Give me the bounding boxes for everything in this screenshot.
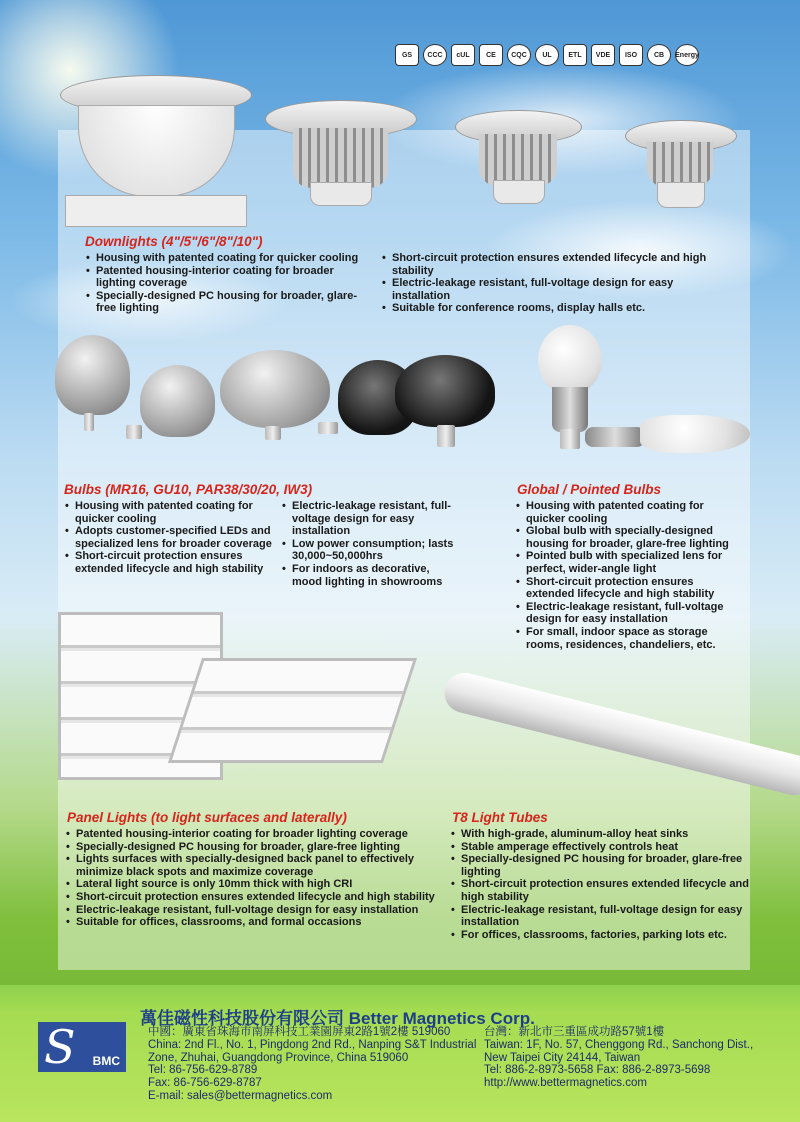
list-item: • Short-circuit protection ensures extended lifecycle and high stability (63, 550, 283, 575)
china-address-line: China: 2nd Fl., No. 1, Pingdong 2nd Rd., Nanping S&T Industrial (148, 1038, 477, 1051)
list-item: • Adopts customer-specified LEDs and specialized lens for broader coverage (63, 525, 283, 550)
list-item: • Low power consumption; lasts 30,000~50,000hrs (280, 538, 460, 563)
list-item: • Short-circuit protection ensures extended lifecycle and high stability (449, 878, 749, 903)
list-item: • With high-grade, aluminum-alloy heat sinks (449, 828, 749, 841)
bulbs-list-left (63, 500, 283, 576)
downlight-large-image (60, 75, 260, 225)
iso-mark-icon: ISO (619, 44, 643, 66)
downlight-mini-image (625, 120, 740, 215)
panel-lights-title: Panel Lights (to light surfaces and laterally) (67, 810, 347, 825)
bulbs-title: Bulbs (MR16, GU10, PAR38/30/20, IW3) (64, 482, 313, 497)
list-item: • Housing with patented coating for quicker cooling (514, 500, 744, 525)
logo-text: BMC (92, 1054, 120, 1068)
cul-mark-icon: cUL (451, 44, 475, 66)
list-item: • Electric-leakage resistant, full-voltage design for easy installation (514, 601, 744, 626)
list-item: • Specially-designed PC housing for broader, glare-free lighting (84, 290, 374, 315)
taiwan-address-line: Taiwan: 1F, No. 57, Chenggong Rd., Sanchong Dist., (484, 1038, 754, 1051)
ce-mark-icon: CE (479, 44, 503, 66)
energy-mark-icon: Energy (675, 44, 699, 66)
list-item: • For small, indoor space as storage rooms, residences, chandeliers, etc. (514, 626, 744, 651)
ccc-mark-icon: CCC (423, 44, 447, 66)
list-item: • Electric-leakage resistant, full-voltage design for easy installation (449, 904, 749, 929)
global-bulbs-list (514, 500, 744, 651)
pointed-bulb-image (585, 405, 765, 455)
vde-mark-icon: VDE (591, 44, 615, 66)
list-item: • Housing with patented coating for quicker cooling (63, 500, 283, 525)
panel-light-front-image (168, 658, 417, 763)
list-item: • For offices, classrooms, factories, parking lots etc. (449, 929, 749, 942)
website-link[interactable]: http://www.bettermagnetics.com (484, 1077, 647, 1090)
downlight-small-image (455, 110, 585, 210)
list-item: • Short-circuit protection ensures extended lifecycle and high stability (64, 891, 449, 904)
etl-mark-icon: ETL (563, 44, 587, 66)
taiwan-address-line: New Taipei City 24144, Taiwan (484, 1051, 641, 1064)
global-bulbs-title: Global / Pointed Bulbs (517, 482, 662, 497)
bmc-logo (38, 1022, 126, 1072)
list-item: • Stable amperage effectively controls heat (449, 841, 749, 854)
list-item: • Electric-leakage resistant, full-voltage design for easy installation (64, 904, 449, 917)
list-item: • Short-circuit protection ensures extended lifecycle and high stability (380, 252, 720, 277)
cqc-mark-icon: CQC (507, 44, 531, 66)
china-fax: Fax: 86-756-629-8787 (148, 1077, 262, 1090)
list-item: • Electric-leakage resistant, full-voltage design for easy installation (380, 277, 720, 302)
china-tel: Tel: 86-756-629-8789 (148, 1064, 258, 1077)
cb-mark-icon: CB (647, 44, 671, 66)
downlights-title: Downlights (4"/5"/6"/8"/10") (85, 234, 263, 249)
china-address-line: Zone, Zhuhai, Guangdong Province, China 519060 (148, 1051, 409, 1064)
list-item: • Housing with patented coating for quicker cooling (84, 252, 374, 265)
certification-marks (395, 44, 699, 66)
email-link[interactable]: E-mail: sales@bettermagnetics.com (148, 1089, 333, 1102)
list-item: • For indoors as decorative, mood lighting in showrooms (280, 563, 460, 588)
china-address-line: 中國：廣東省珠海市南屏科技工業園屏東2路1號2樓 519060 (148, 1026, 451, 1038)
company-name: 萬佳磁性科技股份有限公司 Better Magnetics Corp. (140, 1009, 535, 1028)
downlight-medium-image (265, 100, 420, 210)
taiwan-tel-fax: Tel: 886-2-8973-5658 Fax: 886-2-8973-5698 (484, 1064, 711, 1077)
taiwan-address (484, 1026, 753, 1090)
gu10-angled-bulb-image (120, 365, 220, 455)
china-address (148, 1026, 476, 1103)
list-item: • Patented housing-interior coating for broader lighting coverage (64, 828, 449, 841)
list-item: • Short-circuit protection ensures extended lifecycle and high stability (514, 576, 744, 601)
panel-lights-list (64, 828, 449, 929)
list-item: • Specially-designed PC housing for broader, glare-free lighting (449, 853, 749, 878)
downlights-list-left (84, 252, 374, 315)
list-item: • Pointed bulb with specialized lens for perfect, wider-angle light (514, 550, 744, 575)
gs-mark-icon: GS (395, 44, 419, 66)
list-item: • Electric-leakage resistant, full-voltage design for easy installation (280, 500, 460, 538)
list-item: • Suitable for offices, classrooms, and formal occasions (64, 916, 449, 929)
t8-tubes-title: T8 Light Tubes (452, 810, 548, 825)
list-item: • Specially-designed PC housing for broader, glare-free lighting (64, 841, 449, 854)
list-item: • Lights surfaces with specially-designed back panel to effectively minimize black spots and maximize coverage (64, 853, 449, 878)
logo-s-icon: S (44, 1020, 76, 1074)
list-item: • Lateral light source is only 10mm thick with high CRI (64, 878, 449, 891)
list-item: • Global bulb with specially-designed housing for broader, glare-free lighting (514, 525, 744, 550)
list-item: • Patented housing-interior coating for broader lighting coverage (84, 265, 374, 290)
par38-bulb-image (395, 355, 500, 455)
list-item: • Suitable for conference rooms, display halls etc. (380, 302, 720, 315)
ul-mark-icon: UL (535, 44, 559, 66)
taiwan-address-line: 台灣：新北市三重區成功路57號1樓 (484, 1026, 665, 1038)
t8-tubes-list (449, 828, 749, 941)
bulbs-list-right (280, 500, 460, 588)
downlights-list-right (380, 252, 720, 315)
